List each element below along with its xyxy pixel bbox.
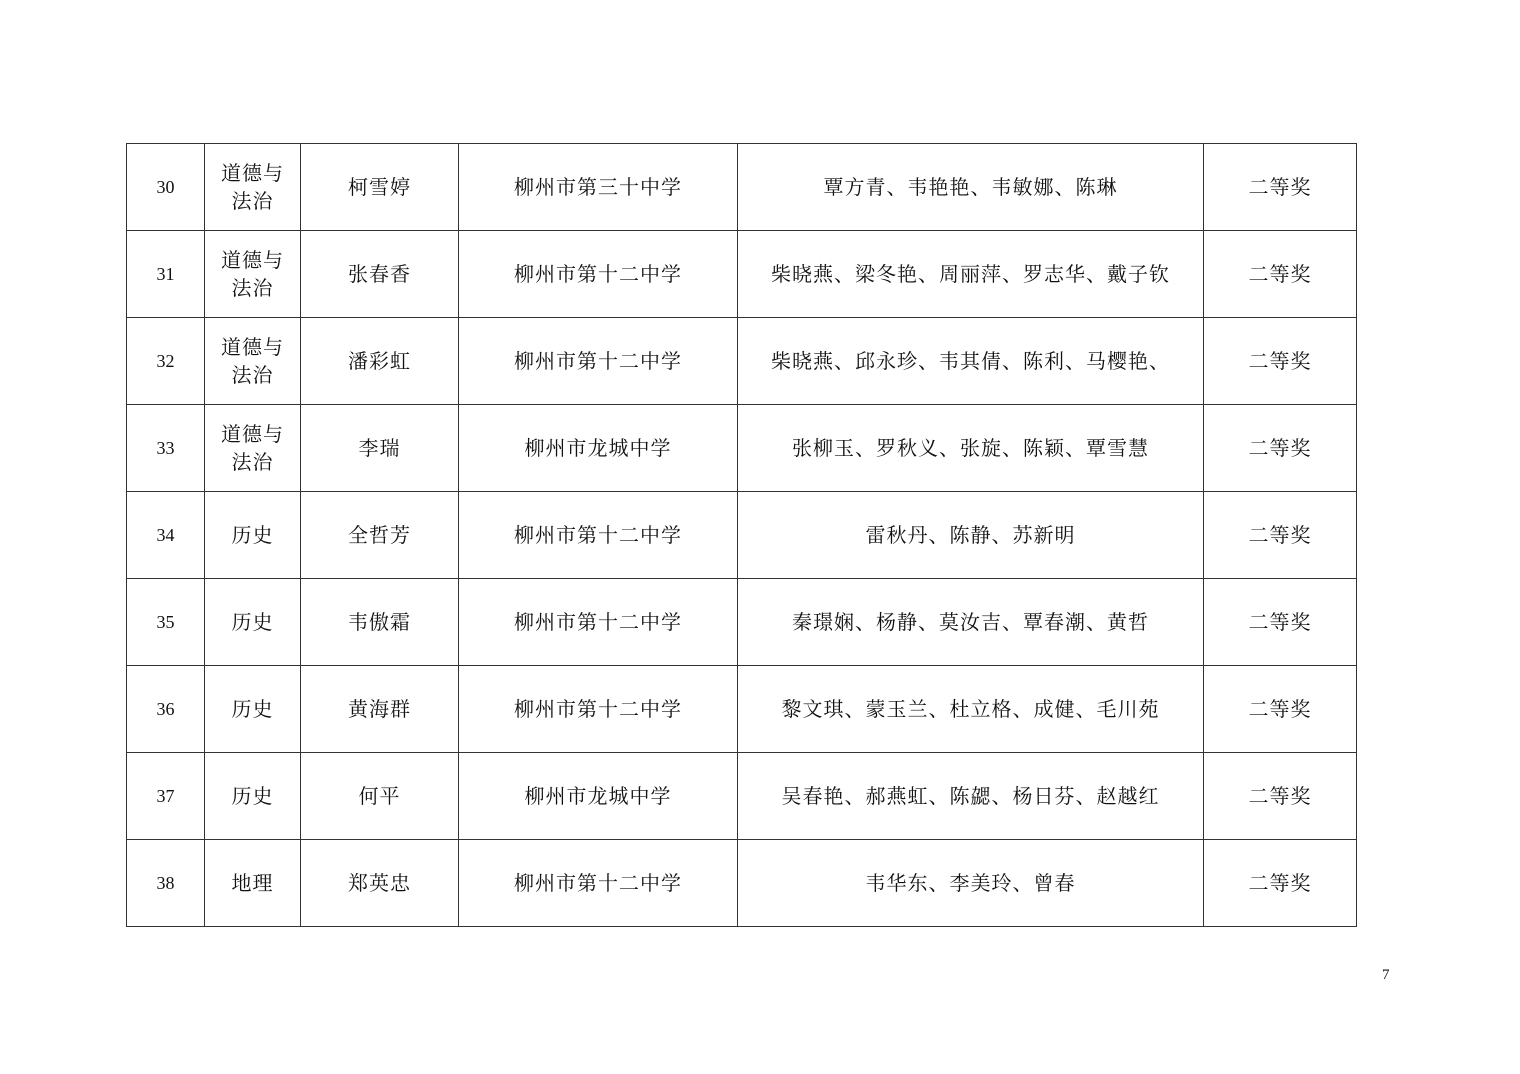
award-cell: 二等奖 (1204, 144, 1357, 231)
award-table (126, 143, 1357, 927)
subject-cell: 地理 (205, 840, 301, 927)
subject-cell: 历史 (205, 492, 301, 579)
row-number: 32 (127, 318, 205, 405)
table-row (127, 144, 1357, 231)
subject-cell: 道德与法治 (205, 405, 301, 492)
table-row (127, 666, 1357, 753)
table-row (127, 492, 1357, 579)
teacher-name-cell: 黄海群 (301, 666, 459, 753)
award-cell: 二等奖 (1204, 405, 1357, 492)
members-cell: 韦华东、李美玲、曾春 (738, 840, 1204, 927)
row-number: 30 (127, 144, 205, 231)
members-cell: 柴晓燕、邱永珍、韦其倩、陈利、马樱艳、 (738, 318, 1204, 405)
subject-cell: 历史 (205, 753, 301, 840)
table-row (127, 579, 1357, 666)
school-cell: 柳州市第三十中学 (459, 144, 738, 231)
award-cell: 二等奖 (1204, 492, 1357, 579)
teacher-name-cell: 韦傲霜 (301, 579, 459, 666)
members-cell: 秦璟娴、杨静、莫汝吉、覃春潮、黄哲 (738, 579, 1204, 666)
members-cell: 吴春艳、郝燕虹、陈勰、杨日芬、赵越红 (738, 753, 1204, 840)
members-cell: 黎文琪、蒙玉兰、杜立格、成健、毛川苑 (738, 666, 1204, 753)
school-cell: 柳州市第十二中学 (459, 579, 738, 666)
row-number: 36 (127, 666, 205, 753)
school-cell: 柳州市龙城中学 (459, 405, 738, 492)
table-row (127, 405, 1357, 492)
teacher-name-cell: 何平 (301, 753, 459, 840)
table-row (127, 840, 1357, 927)
teacher-name-cell: 柯雪婷 (301, 144, 459, 231)
award-cell: 二等奖 (1204, 318, 1357, 405)
school-cell: 柳州市第十二中学 (459, 492, 738, 579)
subject-cell: 历史 (205, 579, 301, 666)
award-cell: 二等奖 (1204, 840, 1357, 927)
members-cell: 柴晓燕、梁冬艳、周丽萍、罗志华、戴子钦 (738, 231, 1204, 318)
teacher-name-cell: 李瑞 (301, 405, 459, 492)
teacher-name-cell: 潘彩虹 (301, 318, 459, 405)
award-cell: 二等奖 (1204, 231, 1357, 318)
row-number: 37 (127, 753, 205, 840)
teacher-name-cell: 郑英忠 (301, 840, 459, 927)
school-cell: 柳州市第十二中学 (459, 840, 738, 927)
row-number: 35 (127, 579, 205, 666)
award-cell: 二等奖 (1204, 579, 1357, 666)
school-cell: 柳州市第十二中学 (459, 666, 738, 753)
school-cell: 柳州市第十二中学 (459, 231, 738, 318)
members-cell: 雷秋丹、陈静、苏新明 (738, 492, 1204, 579)
row-number: 38 (127, 840, 205, 927)
teacher-name-cell: 张春香 (301, 231, 459, 318)
row-number: 33 (127, 405, 205, 492)
page-number: 7 (1382, 967, 1390, 983)
subject-cell: 道德与法治 (205, 144, 301, 231)
school-cell: 柳州市第十二中学 (459, 318, 738, 405)
table-row (127, 231, 1357, 318)
school-cell: 柳州市龙城中学 (459, 753, 738, 840)
subject-cell: 道德与法治 (205, 231, 301, 318)
award-cell: 二等奖 (1204, 666, 1357, 753)
award-cell: 二等奖 (1204, 753, 1357, 840)
row-number: 34 (127, 492, 205, 579)
subject-cell: 道德与法治 (205, 318, 301, 405)
table-row (127, 753, 1357, 840)
award-table-body (127, 144, 1357, 927)
teacher-name-cell: 全哲芳 (301, 492, 459, 579)
row-number: 31 (127, 231, 205, 318)
members-cell: 覃方青、韦艳艳、韦敏娜、陈琳 (738, 144, 1204, 231)
members-cell: 张柳玉、罗秋义、张旋、陈颖、覃雪慧 (738, 405, 1204, 492)
subject-cell: 历史 (205, 666, 301, 753)
table-row (127, 318, 1357, 405)
